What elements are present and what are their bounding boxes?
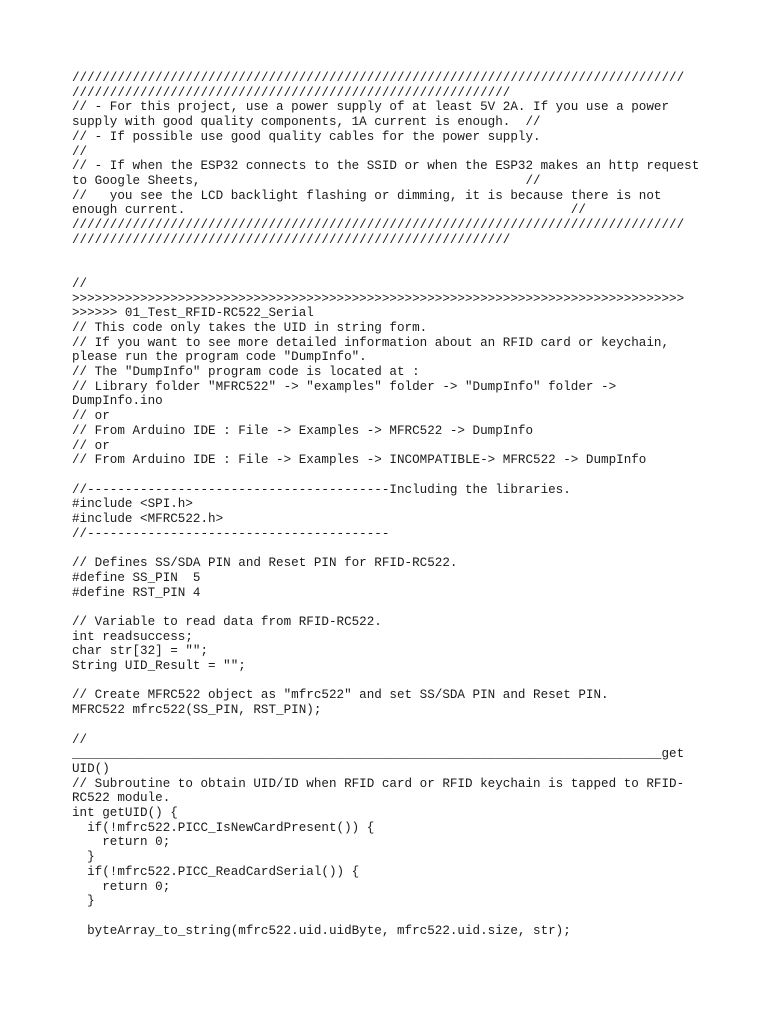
code-line: >>>>>> 01_Test_RFID-RC522_Serial (72, 306, 314, 321)
code-line: return 0; (72, 879, 171, 894)
code-line: ////////////////////////////////////////////////////////// (72, 85, 511, 100)
code-line: // Variable to read data from RFID-RC522. (72, 614, 382, 629)
code-line: // - For this project, use a power supply of at least 5V 2A. If you use a power (72, 100, 670, 115)
code-line: // (72, 732, 88, 747)
code-line: supply with good quality components, 1A current is enough. // (72, 115, 541, 130)
code-line: int readsuccess; (72, 629, 193, 644)
code-line (72, 600, 702, 615)
code-line: >>>>>>>>>>>>>>>>>>>>>>>>>>>>>>>>>>>>>>>>>>>>>>>>>>>>>>>>>>>>>>>>>>>>>>>>>>>>>>>>> (72, 291, 685, 306)
code-line: byteArray_to_string(mfrc522.uid.uidByte, mfrc522.uid.size, str); (72, 923, 571, 938)
code-line (72, 262, 702, 277)
code-line: } (72, 894, 95, 909)
code-line: #define SS_PIN 5 (72, 570, 201, 585)
code-line: // or (72, 438, 110, 453)
code-line: String UID_Result = ""; (72, 659, 246, 674)
code-line: // The "DumpInfo" program code is located at : (72, 365, 420, 380)
code-line (72, 468, 702, 483)
code-line: if(!mfrc522.PICC_ReadCardSerial()) { (72, 864, 360, 879)
code-line: int getUID() { (72, 806, 178, 821)
code-line: #include <MFRC522.h> (72, 512, 224, 527)
code-listing (72, 71, 702, 938)
document-page (72, 71, 702, 938)
code-line (72, 718, 702, 733)
code-line: // - If possible use good quality cables for the power supply. (72, 129, 541, 144)
code-line: ///////////////////////////////////////////////////////////////////////////////// (72, 71, 685, 85)
code-line: ////////////////////////////////////////////////////////// (72, 232, 511, 247)
code-line: // you see the LCD backlight flashing or dimming, it is because there is not (72, 188, 662, 203)
code-line: ______________________________________________________________________________get (72, 747, 685, 762)
code-line: // or (72, 409, 110, 424)
code-line (72, 541, 702, 556)
code-line: // (72, 144, 88, 159)
code-line (72, 247, 702, 262)
code-line: // (72, 276, 88, 291)
code-line: #include <SPI.h> (72, 497, 193, 512)
code-line: // If you want to see more detailed information about an RFID card or keychain, (72, 335, 670, 350)
code-line: } (72, 850, 95, 865)
code-line: #define RST_PIN 4 (72, 585, 201, 600)
code-line: char str[32] = ""; (72, 644, 209, 659)
code-line: // This code only takes the UID in string form. (72, 320, 428, 335)
code-line: enough current. // (72, 203, 586, 218)
code-line: return 0; (72, 835, 171, 850)
code-line: UID() (72, 761, 110, 776)
code-line (72, 909, 702, 924)
code-line: ///////////////////////////////////////////////////////////////////////////////// (72, 218, 685, 233)
code-line: // Defines SS/SDA PIN and Reset PIN for RFID-RC522. (72, 556, 458, 571)
code-line: //----------------------------------------Including the libraries. (72, 482, 571, 497)
code-line: MFRC522 mfrc522(SS_PIN, RST_PIN); (72, 703, 322, 718)
code-line: if(!mfrc522.PICC_IsNewCardPresent()) { (72, 820, 375, 835)
code-line: // - If when the ESP32 connects to the SSID or when the ESP32 makes an http request (72, 159, 700, 174)
code-line: // Library folder "MFRC522" -> "examples" folder -> "DumpInfo" folder -> (72, 379, 617, 394)
code-line: // Create MFRC522 object as "mfrc522" and set SS/SDA PIN and Reset PIN. (72, 688, 609, 703)
code-line: // From Arduino IDE : File -> Examples -> MFRC522 -> DumpInfo (72, 423, 534, 438)
code-line: // From Arduino IDE : File -> Examples -> INCOMPATIBLE-> MFRC522 -> DumpInfo (72, 453, 647, 468)
code-line: //---------------------------------------- (72, 526, 390, 541)
code-line: // Subroutine to obtain UID/ID when RFID card or RFID keychain is tapped to RFID- (72, 776, 685, 791)
code-line (72, 674, 702, 689)
code-line: to Google Sheets, // (72, 173, 541, 188)
code-line: RC522 module. (72, 791, 171, 806)
code-line: please run the program code "DumpInfo". (72, 350, 367, 365)
code-line: DumpInfo.ino (72, 394, 163, 409)
